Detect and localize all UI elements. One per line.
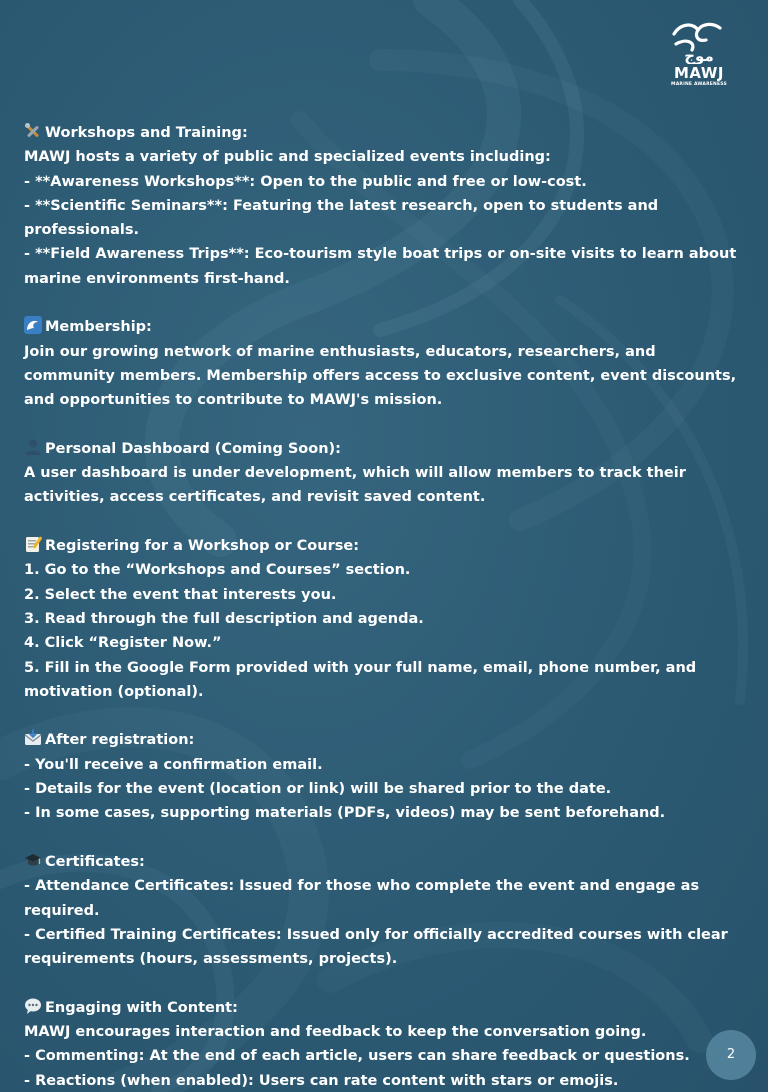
section-line: 2. Select the event that interests you. — [24, 586, 337, 603]
wave-logo-icon — [668, 20, 730, 64]
logo-arabic-text: موج — [684, 47, 714, 64]
page-number-badge: 2 — [706, 1030, 756, 1080]
section-personal-dashboard — [24, 437, 748, 510]
logo-name: MAWJ — [674, 64, 724, 82]
section-line: - Attendance Certificates: Issued for those who complete the event and engage as required. — [24, 878, 700, 919]
section-line: - You'll receive a confirmation email. — [24, 756, 323, 773]
section-heading — [24, 534, 748, 558]
section-after-registration — [24, 728, 748, 825]
section-title: After registration: — [45, 732, 195, 749]
section-title: Engaging with Content: — [45, 999, 238, 1016]
section-line: 5. Fill in the Google Form provided with your full name, email, phone number, and motivation (optional). — [24, 659, 697, 700]
section-heading — [24, 315, 748, 339]
memo-icon — [24, 535, 42, 553]
person-icon — [24, 438, 42, 456]
section-title: Personal Dashboard (Coming Soon): — [45, 440, 341, 457]
section-line: MAWJ encourages interaction and feedback to keep the conversation going. — [24, 1023, 647, 1040]
section-heading — [24, 121, 748, 145]
section-title: Registering for a Workshop or Course: — [45, 538, 359, 555]
section-heading — [24, 728, 748, 752]
section-line: 4. Click “Register Now.” — [24, 635, 222, 652]
section-heading — [24, 437, 748, 461]
document-body — [24, 121, 748, 1092]
section-registering — [24, 534, 748, 704]
section-line: - **Awareness Workshops**: Open to the public and free or low-cost. — [24, 173, 587, 190]
tools-icon — [24, 122, 42, 140]
section-line: - **Scientific Seminars**: Featuring the latest research, open to students and professionals. — [24, 197, 659, 239]
section-workshops-training — [24, 121, 748, 291]
section-line: 3. Read through the full description and agenda. — [24, 610, 424, 627]
envelope-icon — [24, 729, 42, 747]
logo-tagline: MARINE AWARENESS — [671, 82, 727, 87]
section-heading — [24, 850, 748, 874]
section-title: Membership: — [45, 319, 152, 336]
section-title: Workshops and Training: — [45, 125, 248, 141]
section-line: - Reactions (when enabled): Users can rate content with stars or emojis. — [24, 1072, 619, 1089]
section-membership — [24, 315, 748, 412]
section-title: Certificates: — [45, 853, 145, 870]
section-line: MAWJ hosts a variety of public and specialized events including: — [24, 149, 551, 166]
section-heading — [24, 996, 748, 1020]
section-line: - **Field Awareness Trips**: Eco-tourism style boat trips or on-site visits to learn about marine environments first-hand. — [24, 246, 737, 287]
section-line: - Details for the event (location or link) will be shared prior to the date. — [24, 781, 612, 798]
section-certificates — [24, 850, 748, 971]
section-line: - Certified Training Certificates: Issued only for officially accredited courses with clear requirements (hours, assessments, projects). — [24, 926, 728, 968]
section-line: 1. Go to the “Workshops and Courses” section. — [24, 562, 411, 579]
section-line: - Commenting: At the end of each article, users can share feedback or questions. — [24, 1048, 690, 1065]
section-line: A user dashboard is under development, which will allow members to track their activities, access certificates, and revisit saved content. — [24, 465, 686, 506]
section-line: - In some cases, supporting materials (PDFs, videos) may be sent beforehand. — [24, 805, 666, 822]
graduation-cap-icon — [24, 851, 42, 869]
wave-icon — [24, 316, 42, 334]
section-engaging-content — [24, 996, 748, 1092]
section-line: Join our growing network of marine enthusiasts, educators, researchers, and community members. Membership offers access to exclusive content, event discounts, and opportunities to contribute to MAWJ's mission. — [24, 343, 737, 409]
mawj-logo — [668, 20, 730, 96]
speech-bubble-icon — [24, 997, 42, 1015]
